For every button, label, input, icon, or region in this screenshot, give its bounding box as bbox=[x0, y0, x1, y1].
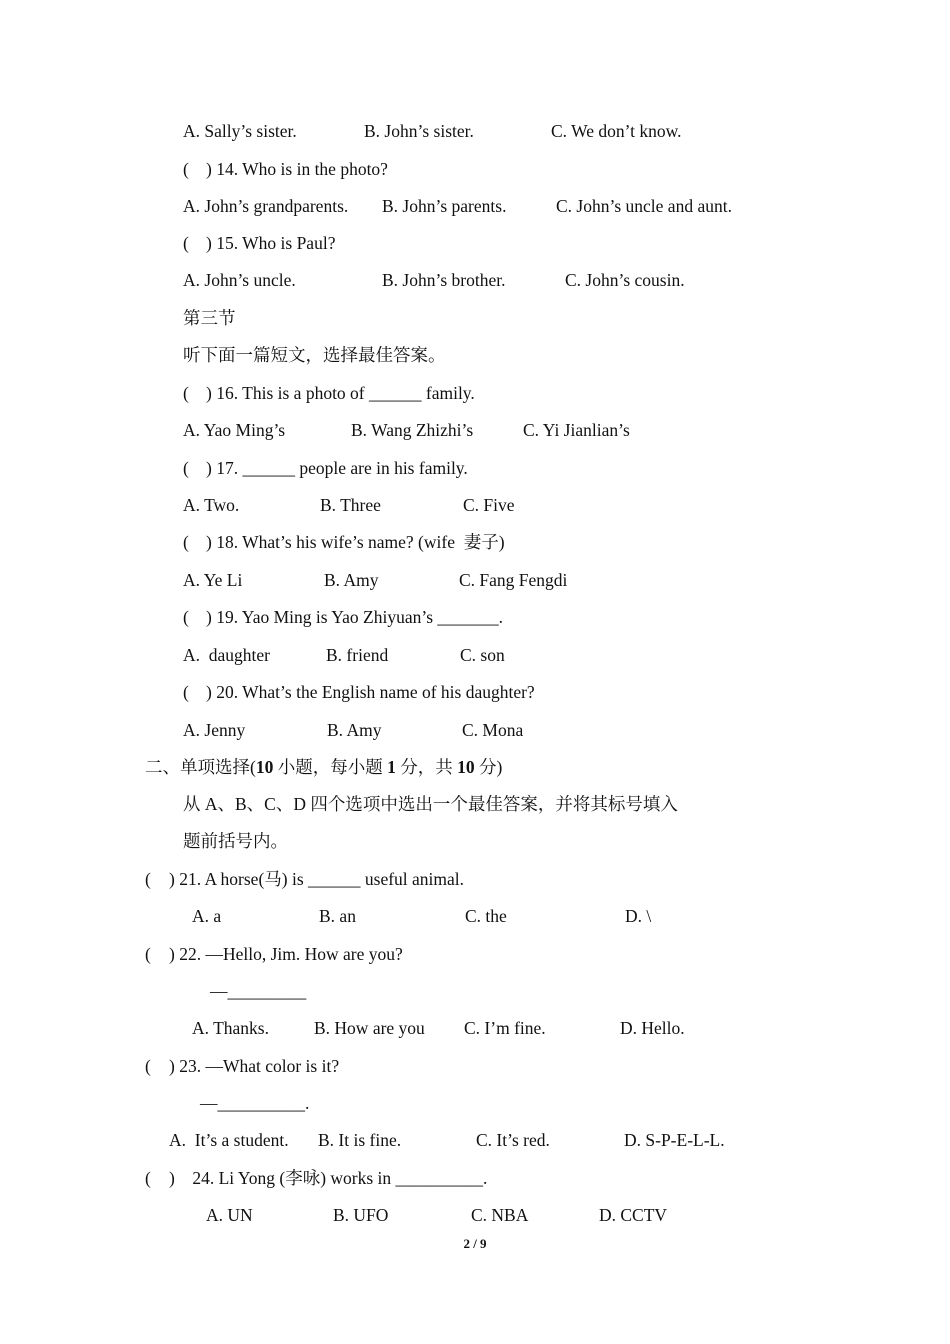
page-number: 2 / 9 bbox=[463, 1236, 487, 1251]
q14-option-a: A. John’s grandparents. bbox=[183, 196, 349, 216]
q21-option-a: A. a bbox=[192, 906, 222, 926]
q22-answer-blank[interactable]: ( bbox=[145, 944, 151, 964]
q23-option-c: C. It’s red. bbox=[476, 1130, 550, 1150]
q21-option-c: C. the bbox=[465, 906, 507, 926]
q19-option-c: C. son bbox=[460, 645, 505, 665]
q13-option-c: C. We don’t know. bbox=[551, 121, 682, 141]
q17-question: ) 17. ______ people are in his family. bbox=[206, 458, 468, 478]
q19-answer-blank[interactable]: ( bbox=[183, 607, 189, 627]
q22-option-b: B. How are you bbox=[314, 1018, 425, 1038]
part2-heading: 二、单项选择(10 小题，每小题 1 分，共 10 分) bbox=[145, 757, 503, 777]
q15-question: ) 15. Who is Paul? bbox=[206, 233, 336, 253]
q21-question: ) 21. A horse(马) is ______ useful animal. bbox=[169, 869, 465, 889]
q15-option-a: A. John’s uncle. bbox=[183, 270, 296, 290]
q19-option-b: B. friend bbox=[326, 645, 389, 665]
q24-question: ) 24. Li Yong (李咏) works in __________. bbox=[169, 1168, 488, 1188]
q14-question: ) 14. Who is in the photo? bbox=[206, 159, 388, 179]
q21-answer-blank[interactable]: ( bbox=[145, 869, 151, 889]
q24-answer-blank[interactable]: ( bbox=[145, 1168, 151, 1188]
q15-option-c: C. John’s cousin. bbox=[565, 270, 685, 290]
q23-question: ) 23. —What color is it? bbox=[169, 1056, 340, 1076]
q24-option-b: B. UFO bbox=[333, 1205, 389, 1225]
part2-instruction-line1: 从 A、B、C、D 四个选项中选出一个最佳答案，并将其标号填入 bbox=[183, 794, 678, 814]
q14-answer-blank[interactable]: ( bbox=[183, 159, 189, 179]
q20-question: ) 20. What’s the English name of his daughter? bbox=[206, 682, 535, 702]
q14-option-b: B. John’s parents. bbox=[382, 196, 507, 216]
q16-option-a: A. Yao Ming’s bbox=[183, 420, 286, 440]
q23-response-line: —__________. bbox=[200, 1093, 310, 1113]
q14-option-c: C. John’s uncle and aunt. bbox=[556, 196, 732, 216]
q21-option-b: B. an bbox=[319, 906, 356, 926]
q24-option-a: A. UN bbox=[206, 1205, 253, 1225]
q22-option-d: D. Hello. bbox=[620, 1018, 685, 1038]
q23-option-a: A. It’s a student. bbox=[169, 1130, 289, 1150]
section3-title: 第三节 bbox=[183, 308, 236, 328]
q16-option-c: C. Yi Jianlian’s bbox=[523, 420, 630, 440]
q23-option-b: B. It is fine. bbox=[318, 1130, 402, 1150]
q22-option-a: A. Thanks. bbox=[192, 1018, 269, 1038]
q13-option-b: B. John’s sister. bbox=[364, 121, 474, 141]
q18-option-a: A. Ye Li bbox=[183, 570, 243, 590]
q17-option-b: B. Three bbox=[320, 495, 381, 515]
q17-option-a: A. Two. bbox=[183, 495, 240, 515]
q20-option-a: A. Jenny bbox=[183, 720, 246, 740]
q16-answer-blank[interactable]: ( bbox=[183, 383, 189, 403]
q18-option-c: C. Fang Fengdi bbox=[459, 570, 568, 590]
q23-option-d: D. S-P-E-L-L. bbox=[624, 1130, 725, 1150]
part2-instruction-line2: 题前括号内。 bbox=[183, 831, 288, 851]
q24-option-d: D. CCTV bbox=[599, 1205, 668, 1225]
q15-answer-blank[interactable]: ( bbox=[183, 233, 189, 253]
q15-option-b: B. John’s brother. bbox=[382, 270, 506, 290]
q22-option-c: C. I’m fine. bbox=[464, 1018, 546, 1038]
section3-instruction: 听下面一篇短文，选择最佳答案。 bbox=[183, 345, 446, 365]
q18-question: ) 18. What’s his wife’s name? (wife 妻子) bbox=[206, 532, 505, 552]
q19-question: ) 19. Yao Ming is Yao Zhiyuan’s _______. bbox=[206, 607, 504, 627]
q22-question: ) 22. —Hello, Jim. How are you? bbox=[169, 944, 403, 964]
q23-answer-blank[interactable]: ( bbox=[145, 1056, 151, 1076]
q16-option-b: B. Wang Zhizhi’s bbox=[351, 420, 474, 440]
q16-question: ) 16. This is a photo of ______ family. bbox=[206, 383, 475, 403]
q19-option-a: A. daughter bbox=[183, 645, 270, 665]
q20-option-c: C. Mona bbox=[462, 720, 524, 740]
q20-option-b: B. Amy bbox=[327, 720, 382, 740]
q24-option-c: C. NBA bbox=[471, 1205, 529, 1225]
q18-answer-blank[interactable]: ( bbox=[183, 532, 189, 552]
q17-option-c: C. Five bbox=[463, 495, 515, 515]
q18-option-b: B. Amy bbox=[324, 570, 379, 590]
q20-answer-blank[interactable]: ( bbox=[183, 682, 189, 702]
q22-response-line: —_________ bbox=[210, 981, 307, 1001]
q17-answer-blank[interactable]: ( bbox=[183, 458, 189, 478]
q21-option-d: D. \ bbox=[625, 906, 652, 926]
q13-option-a: A. Sally’s sister. bbox=[183, 121, 297, 141]
